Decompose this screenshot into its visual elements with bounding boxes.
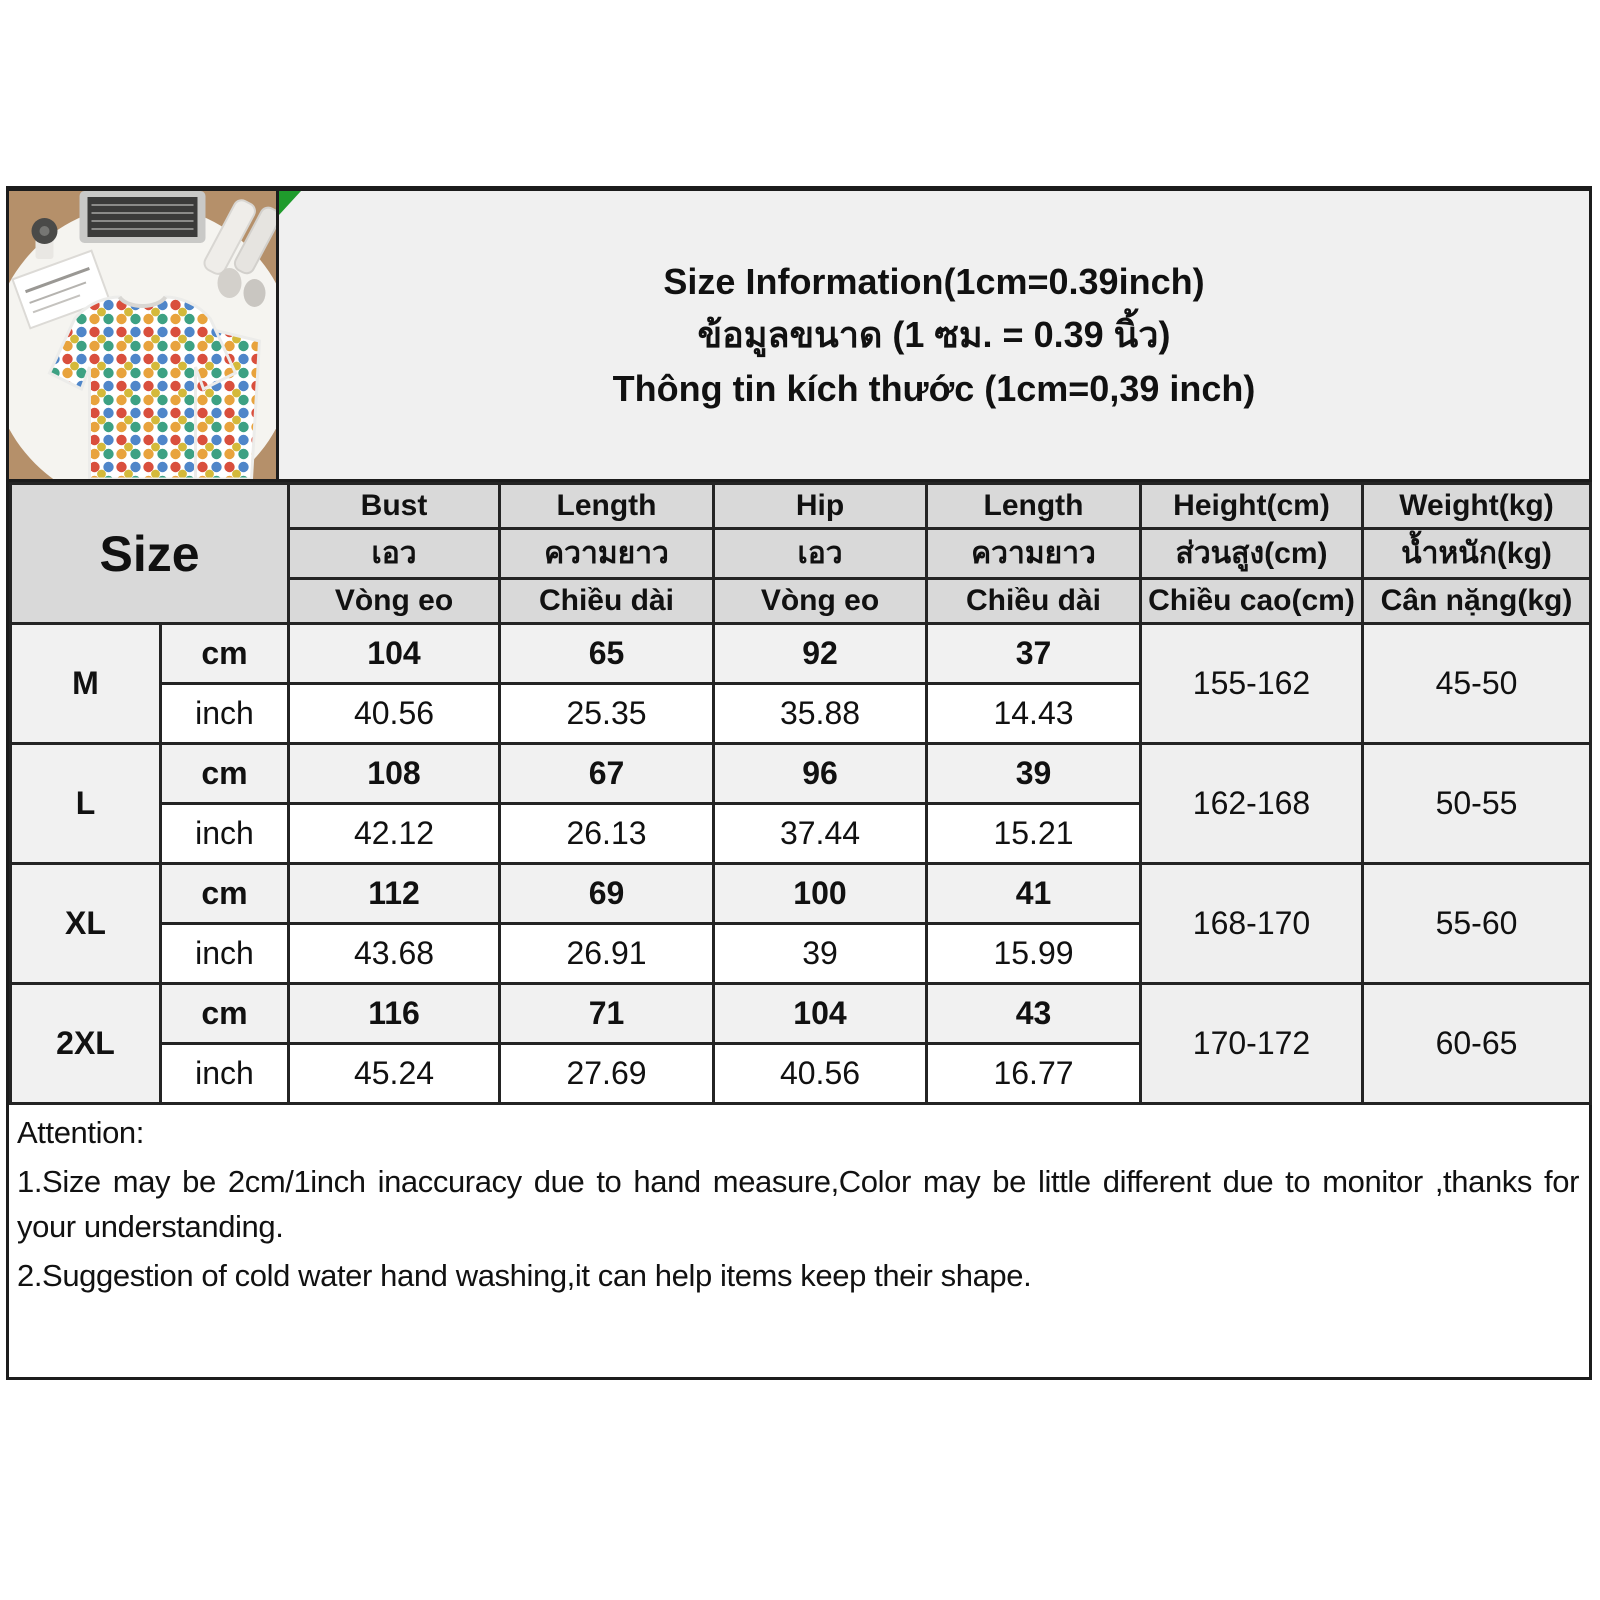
col-header-length-th: ความยาว: [500, 529, 714, 579]
unit-cell: cm: [161, 624, 289, 684]
col-header-hip-th: เอว: [714, 529, 927, 579]
header-row-english: [11, 484, 1591, 529]
col-header-bust-en: Bust: [289, 484, 500, 529]
value-cell: 55-60: [1363, 864, 1591, 984]
table-row-2xl-cm: [11, 984, 1591, 1044]
col-header-weight-vi: Cân nặng(kg): [1363, 579, 1591, 624]
value-cell: 14.43: [927, 684, 1141, 744]
product-photo-illustration: [9, 191, 276, 479]
value-cell: 26.91: [500, 924, 714, 984]
attention-title: Attention:: [17, 1115, 144, 1150]
value-cell: 108: [289, 744, 500, 804]
attention-note-2: 2.Suggestion of cold water hand washing,it can help items keep their shape.: [17, 1257, 1032, 1293]
value-cell: 112: [289, 864, 500, 924]
value-cell: 35.88: [714, 684, 927, 744]
value-cell: 39: [714, 924, 927, 984]
table-row-l-cm: [11, 744, 1591, 804]
value-cell: 39: [927, 744, 1141, 804]
value-cell: 162-168: [1141, 744, 1363, 864]
value-cell: 25.35: [500, 684, 714, 744]
col-header-length2-th: ความยาว: [927, 529, 1141, 579]
value-cell: 67: [500, 744, 714, 804]
col-header-bust-th: เอว: [289, 529, 500, 579]
value-cell: 92: [714, 624, 927, 684]
attention-note-1: 1.Size may be 2cm/1inch inaccuracy due to hand measure,Color may be little different due to monitor ,thanks for your understanding.: [17, 1163, 1579, 1244]
green-corner-flag-icon: [279, 191, 301, 215]
unit-cell: cm: [161, 984, 289, 1044]
value-cell: 26.13: [500, 804, 714, 864]
col-header-length-en: Length: [500, 484, 714, 529]
value-cell: 42.12: [289, 804, 500, 864]
size-label-l: L: [11, 744, 161, 864]
value-cell: 43: [927, 984, 1141, 1044]
value-cell: 96: [714, 744, 927, 804]
title-thai: ข้อมูลขนาด (1 ซม. = 0.39 นิ้ว): [697, 314, 1171, 356]
col-header-height-vi: Chiều cao(cm): [1141, 579, 1363, 624]
unit-cell: inch: [161, 684, 289, 744]
value-cell: 37.44: [714, 804, 927, 864]
col-header-bust-vi: Vòng eo: [289, 579, 500, 624]
value-cell: 40.56: [714, 1044, 927, 1104]
value-cell: 50-55: [1363, 744, 1591, 864]
value-cell: 104: [289, 624, 500, 684]
value-cell: 41: [927, 864, 1141, 924]
value-cell: 69: [500, 864, 714, 924]
value-cell: 65: [500, 624, 714, 684]
col-header-length2-en: Length: [927, 484, 1141, 529]
value-cell: 15.21: [927, 804, 1141, 864]
col-header-weight-th: น้ำหนัก(kg): [1363, 529, 1591, 579]
unit-cell: cm: [161, 864, 289, 924]
col-header-weight-en: Weight(kg): [1363, 484, 1591, 529]
unit-cell: inch: [161, 1044, 289, 1104]
value-cell: 16.77: [927, 1044, 1141, 1104]
value-cell: 40.56: [289, 684, 500, 744]
size-chart-content: [6, 186, 1592, 1380]
col-header-length-vi: Chiều dài: [500, 579, 714, 624]
value-cell: 43.68: [289, 924, 500, 984]
attention-section: [9, 1105, 1589, 1377]
value-cell: 116: [289, 984, 500, 1044]
size-corner-label: Size: [11, 484, 289, 624]
size-table: [9, 482, 1592, 1105]
value-cell: 45-50: [1363, 624, 1591, 744]
table-row-xl-cm: [11, 864, 1591, 924]
value-cell: 104: [714, 984, 927, 1044]
title-vietnamese: Thông tin kích thước (1cm=0,39 inch): [612, 367, 1256, 409]
col-header-height-th: ส่วนสูง(cm): [1141, 529, 1363, 579]
unit-cell: cm: [161, 744, 289, 804]
value-cell: 71: [500, 984, 714, 1044]
value-cell: 37: [927, 624, 1141, 684]
col-header-length2-vi: Chiều dài: [927, 579, 1141, 624]
size-label-2xl: 2XL: [11, 984, 161, 1104]
title-panel: [279, 191, 1589, 479]
value-cell: 45.24: [289, 1044, 500, 1104]
col-header-hip-vi: Vòng eo: [714, 579, 927, 624]
top-section: [9, 191, 1589, 482]
value-cell: 168-170: [1141, 864, 1363, 984]
size-label-xl: XL: [11, 864, 161, 984]
value-cell: 170-172: [1141, 984, 1363, 1104]
value-cell: 15.99: [927, 924, 1141, 984]
size-label-m: M: [11, 624, 161, 744]
title-english: Size Information(1cm=0.39inch): [663, 260, 1205, 302]
product-photo: [9, 191, 279, 479]
col-header-height-en: Height(cm): [1141, 484, 1363, 529]
value-cell: 100: [714, 864, 927, 924]
table-row-m-cm: [11, 624, 1591, 684]
value-cell: 155-162: [1141, 624, 1363, 744]
unit-cell: inch: [161, 924, 289, 984]
value-cell: 60-65: [1363, 984, 1591, 1104]
col-header-hip-en: Hip: [714, 484, 927, 529]
value-cell: 27.69: [500, 1044, 714, 1104]
unit-cell: inch: [161, 804, 289, 864]
